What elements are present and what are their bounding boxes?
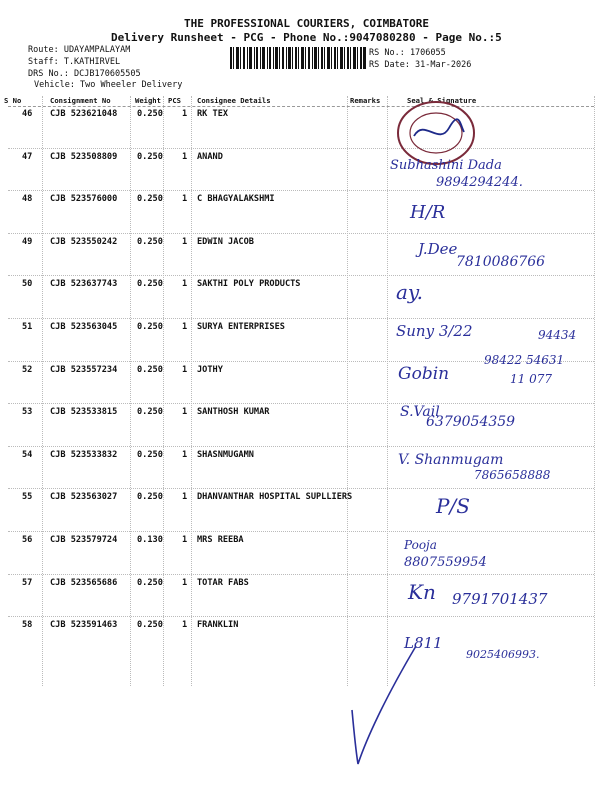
row-sno: 56 [22, 535, 33, 545]
handwritten-phone: 7810086766 [456, 254, 546, 270]
row-pcs: 1 [182, 407, 188, 418]
row-weight: 0.250 [137, 279, 163, 290]
row-pcs: 1 [182, 322, 188, 332]
drs-label: DRS No.: DCJB170605505 [28, 69, 141, 79]
row-consignment-no: CJB 523637743 [50, 279, 118, 290]
pen-stroke-mark [340, 640, 420, 770]
table-row [0, 279, 600, 322]
row-consignment-no: CJB 523576000 [50, 194, 118, 205]
row-pcs: 1 [182, 279, 188, 290]
row-consignee: SHASNMUGAMN [197, 449, 254, 460]
row-pcs: 1 [182, 194, 188, 205]
row-sno: 55 [22, 492, 33, 503]
handwritten-signature: S.Vail [400, 404, 440, 420]
row-weight: 0.250 [137, 407, 163, 418]
row-pcs: 1 [182, 109, 188, 119]
table-row [0, 535, 600, 578]
row-weight: 0.250 [137, 449, 163, 460]
col-weight: Weight [135, 96, 161, 105]
row-sno: 47 [22, 151, 33, 162]
row-consignee: SURYA ENTERPRISES [197, 322, 285, 332]
row-consignment-no: CJB 523591463 [50, 620, 118, 631]
row-consignee: RK TEX [197, 109, 229, 119]
handwritten-name: Pooja [404, 538, 437, 552]
row-sno: 57 [22, 577, 33, 588]
row-weight: 0.250 [137, 620, 163, 631]
row-separator [8, 531, 594, 532]
row-consignment-no: CJB 523579724 [50, 535, 118, 545]
row-weight: 0.250 [137, 236, 163, 247]
row-weight: 0.250 [137, 151, 163, 162]
row-sno: 54 [22, 449, 33, 460]
row-separator [8, 148, 594, 149]
row-weight: 0.250 [137, 492, 163, 503]
handwritten-signature: H/R [410, 202, 446, 223]
handwritten-phone: 9791701437 [452, 590, 548, 608]
col-consignee: Consignee Details [197, 96, 271, 105]
handwritten-signature: Kn [408, 580, 436, 604]
table-row [0, 492, 600, 535]
row-consignee: MRS REEBA [197, 535, 244, 545]
row-sno: 51 [22, 322, 33, 332]
row-consignee: ANAND [197, 151, 223, 162]
row-separator [8, 616, 594, 617]
col-pcs: PCS [168, 96, 181, 105]
handwritten-signature: V. Shanmugam [398, 452, 504, 468]
row-consignee: SAKTHI POLY PRODUCTS [197, 279, 301, 290]
col-seal-signature: Seal & Signature [407, 96, 477, 105]
handwritten-phone: 94434 [538, 328, 577, 342]
row-consignment-no: CJB 523533832 [50, 449, 118, 460]
row-sno: 48 [22, 194, 33, 205]
row-consignment-no: CJB 523508809 [50, 151, 118, 162]
col-sno: S No [4, 96, 22, 105]
handwritten-phone: 7865658888 [474, 468, 551, 482]
row-consignee: JOTHY [197, 364, 223, 375]
row-consignment-no: CJB 523533815 [50, 407, 118, 418]
row-consignment-no: CJB 523565686 [50, 577, 118, 588]
row-separator [8, 318, 594, 319]
rs-number: RS No.: 1706055 [369, 48, 446, 58]
row-weight: 0.250 [137, 109, 163, 119]
handwritten-signature: ay. [396, 280, 423, 304]
row-pcs: 1 [182, 535, 188, 545]
row-pcs: 1 [182, 151, 188, 162]
row-weight: 0.250 [137, 577, 163, 588]
barcode-image [230, 47, 366, 69]
handwritten-signature: Suny 3/22 [396, 322, 473, 340]
row-separator [8, 574, 594, 575]
header-rule [8, 106, 594, 107]
row-weight: 0.250 [137, 364, 163, 375]
row-pcs: 1 [182, 620, 188, 631]
row-consignment-no: CJB 523557234 [50, 364, 118, 375]
row-sno: 53 [22, 407, 33, 418]
handwritten-phone: 9025406993. [466, 648, 540, 661]
route-label: Route: UDAYAMPALAYAM [28, 45, 131, 55]
row-pcs: 1 [182, 577, 188, 588]
row-consignee: TOTAR FABS [197, 577, 249, 588]
handwritten-signature: Gobin [398, 364, 450, 384]
handwritten-phone: 98422 54631 [484, 353, 565, 367]
handwritten-signature: P/S [436, 494, 470, 518]
row-weight: 0.250 [137, 322, 163, 332]
row-consignee: FRANKLIN [197, 620, 239, 631]
row-sno: 52 [22, 364, 33, 375]
handwritten-signature: J.Dee [418, 240, 458, 258]
staff-label: Staff: T.KATHIRVEL [28, 57, 121, 67]
table-row [0, 194, 600, 237]
row-consignment-no: CJB 523563027 [50, 492, 118, 503]
handwritten-phone: 11 077 [510, 372, 552, 386]
row-weight: 0.130 [137, 535, 163, 545]
row-pcs: 1 [182, 364, 188, 375]
vehicle-label: Vehicle: Two Wheeler Delivery [34, 80, 183, 90]
runsheet-subtitle: Delivery Runsheet - PCG - Phone No.:9047080280 - Page No.:5 [111, 31, 502, 44]
row-consignee: EDWIN JACOB [197, 236, 254, 247]
row-separator [8, 275, 594, 276]
row-sno: 58 [22, 620, 33, 631]
row-consignment-no: CJB 523550242 [50, 236, 118, 247]
handwritten-phone: 8807559954 [404, 555, 487, 570]
row-pcs: 1 [182, 449, 188, 460]
row-separator [8, 488, 594, 489]
row-consignee: SANTHOSH KUMAR [197, 407, 270, 418]
row-consignee: DHANVANTHAR HOSPITAL SUPLLIERS [197, 492, 353, 503]
row-sno: 50 [22, 279, 33, 290]
row-weight: 0.250 [137, 194, 163, 205]
row-consignment-no: CJB 523621048 [50, 109, 118, 119]
handwritten-phone: 6379054359 [426, 414, 516, 430]
row-separator [8, 233, 594, 234]
row-separator [8, 446, 594, 447]
row-consignment-no: CJB 523563045 [50, 322, 118, 332]
company-title: THE PROFESSIONAL COURIERS, COIMBATORE [184, 17, 430, 30]
handwritten-signature: L811 [404, 634, 443, 652]
row-separator [8, 403, 594, 404]
row-sno: 46 [22, 109, 33, 119]
col-remarks: Remarks [350, 96, 381, 105]
handwritten-phone: 9894294244. [436, 175, 523, 190]
col-consignment: Consignment No [50, 96, 111, 105]
handwritten-name: Subhashini Dada [390, 158, 502, 173]
row-pcs: 1 [182, 236, 188, 247]
table-row [0, 109, 600, 152]
row-pcs: 1 [182, 492, 188, 503]
row-consignee: C BHAGYALAKSHMI [197, 194, 275, 205]
row-separator [8, 190, 594, 191]
rs-date: RS Date: 31-Mar-2026 [369, 60, 472, 70]
row-sno: 49 [22, 236, 33, 247]
